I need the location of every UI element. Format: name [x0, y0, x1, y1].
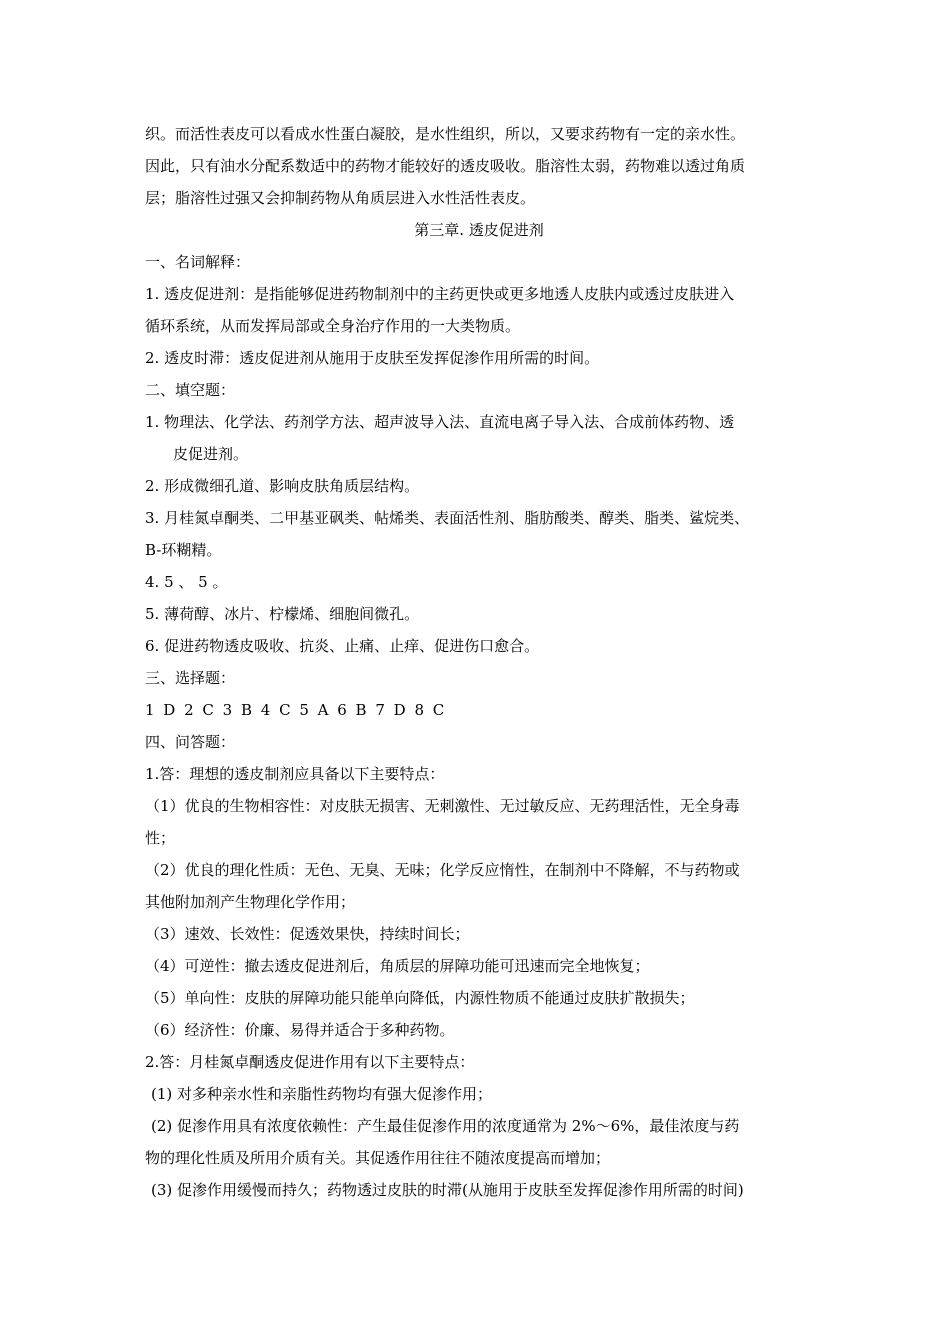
choice-answers: 1 D 2 C 3 B 4 C 5 A 6 B 7 D 8 C — [145, 701, 446, 719]
answer-point-continued: 物的理化性质及所用介质有关。其促透作用往往不随浓度提高而增加； — [145, 1149, 611, 1167]
definition-item-continued: 循环系统，从而发挥局部或全身治疗作用的一大类物质。 — [145, 317, 521, 335]
fill-blank-item: 4. 5 、 5 。 — [145, 573, 228, 591]
fill-blank-item: 6. 促进药物透皮吸收、抗炎、止痛、止痒、促进伤口愈合。 — [145, 637, 540, 655]
answer-point-continued: 其他附加剂产生物理化学作用； — [145, 893, 356, 911]
answer-point: （1）优良的生物相容性：对皮肤无损害、无刺激性、无过敏反应、无药理活性，无全身毒 — [145, 797, 740, 815]
answer-point: (2) 促渗作用具有浓度依赖性：产生最佳促渗作用的浓度通常为 2%～6%，最佳浓度与药 — [151, 1117, 740, 1135]
section-heading: 一、名词解释： — [145, 253, 251, 271]
answer-intro: 2.答：月桂氮卓酮透皮促进作用有以下主要特点： — [145, 1053, 475, 1071]
document-body — [145, 118, 813, 1206]
answer-point: (1) 对多种亲水性和亲脂性药物均有强大促渗作用； — [151, 1085, 493, 1103]
section-heading: 四、问答题： — [145, 733, 236, 751]
fill-blank-item-continued: 皮促进剂。 — [173, 445, 249, 463]
definition-item: 2. 透皮时滞：透皮促进剂从施用于皮肤至发挥促渗作用所需的时间。 — [145, 349, 600, 367]
answer-point: （4）可逆性：撤去透皮促进剂后，角质层的屏障功能可迅速而完全地恢复； — [145, 957, 650, 975]
fill-blank-item: 2. 形成微细孔道、影响皮肤角质层结构。 — [145, 477, 420, 495]
answer-point: (3) 促渗作用缓慢而持久；药物透过皮肤的时滞(从施用于皮肤至发挥促渗作用所需的时间) — [151, 1181, 744, 1199]
answer-point: （5）单向性：皮肤的屏障功能只能单向降低，内源性物质不能通过皮肤扩散损失； — [145, 989, 695, 1007]
answer-point: （2）优良的理化性质：无色、无臭、无味；化学反应惰性，在制剂中不降解，不与药物或 — [145, 861, 740, 879]
fill-blank-item: 3. 月桂氮卓酮类、二甲基亚砜类、帖烯类、表面活性剂、脂肪酸类、醇类、脂类、鲨烷类、 — [145, 509, 750, 527]
answer-intro: 1.答：理想的透皮制剂应具备以下主要特点： — [145, 765, 445, 783]
fill-blank-item: 5. 薄荷醇、冰片、柠檬烯、细胞间微孔。 — [145, 605, 420, 623]
answer-point: （6）经济性：价廉、易得并适合于多种药物。 — [145, 1021, 455, 1039]
section-heading: 二、填空题： — [145, 381, 236, 399]
chapter-heading: 第三章. 透皮促进剂 — [414, 221, 544, 239]
fill-blank-item: 1. 物理法、化学法、药剂学方法、超声波导入法、直流电离子导入法、合成前体药物、透 — [145, 413, 735, 431]
paragraph-line: 织。而活性表皮可以看成水性蛋白凝胶，是水性组织，所以，又要求药物有一定的亲水性。 — [145, 125, 746, 143]
answer-point: （3）速效、长效性：促透效果快，持续时间长； — [145, 925, 470, 943]
paragraph-line: 因此，只有油水分配系数适中的药物才能较好的透皮吸收。脂溶性太弱，药物难以透过角质 — [145, 157, 746, 175]
paragraph-line: 层；脂溶性过强又会抑制药物从角质层进入水性活性表皮。 — [145, 189, 536, 207]
answer-point-continued: 性； — [145, 829, 176, 847]
section-heading: 三、选择题： — [145, 669, 236, 687]
definition-item: 1. 透皮促进剂：是指能够促进药物制剂中的主药更快或更多地透人皮肤内或透过皮肤进入 — [145, 285, 735, 303]
fill-blank-item-continued: B-环糊精。 — [145, 541, 222, 559]
